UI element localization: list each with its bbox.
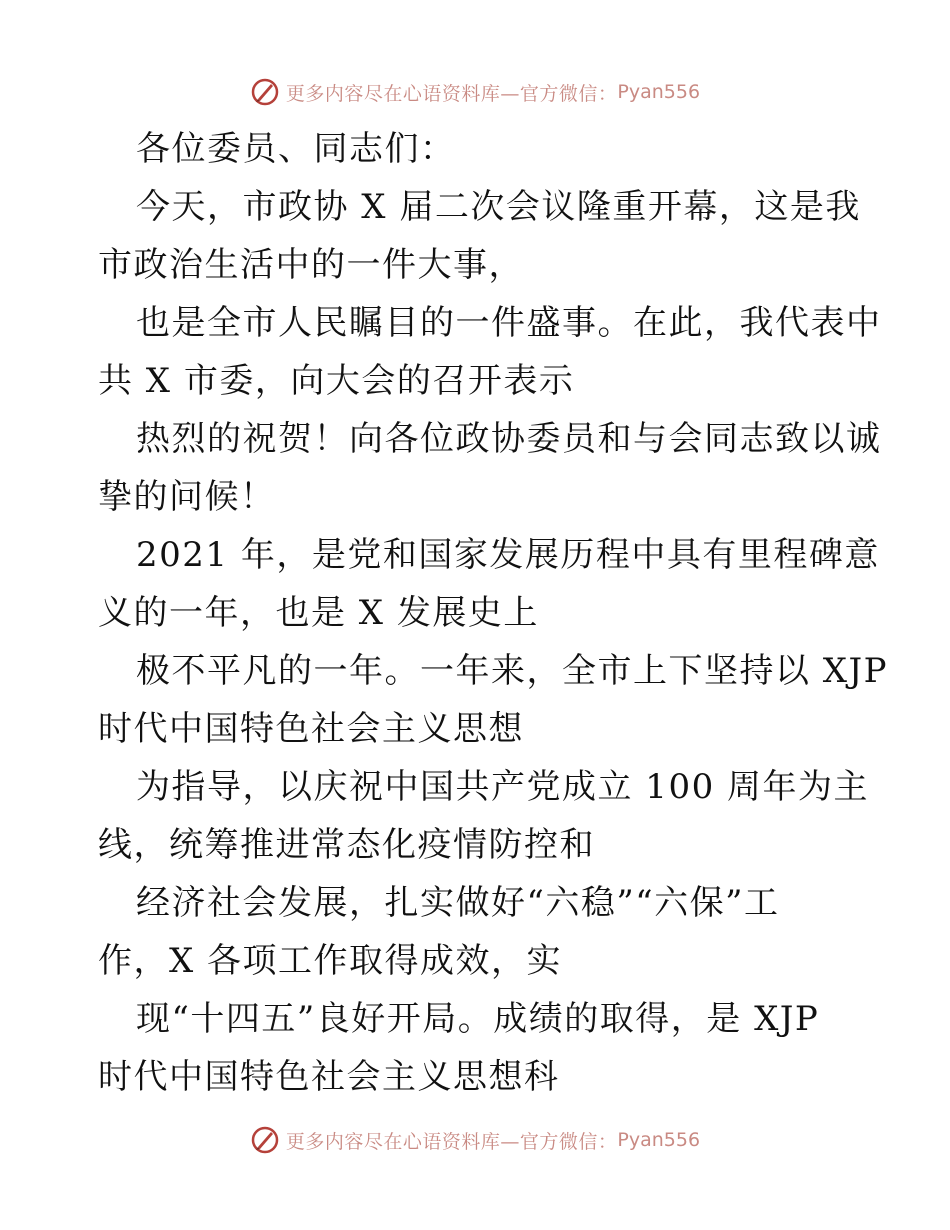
text-line: 为指导，以庆祝中国共产党成立 100 周年为主 (136, 767, 870, 807)
quill-logo-icon (250, 1125, 280, 1155)
quill-logo-icon (250, 77, 280, 107)
text-line: 今天，市政协 X 届二次会议隆重开幕，这是我 (136, 187, 861, 227)
text-line: 极不平凡的一年。一年来，全市上下坚持以 XJP (136, 651, 889, 691)
document-body (98, 120, 889, 1106)
text-line: 挚的问候！ (98, 477, 276, 517)
header-watermark (0, 72, 950, 112)
footer-watermark (0, 1120, 950, 1160)
footer-watermark-account: Pyan556 (617, 1129, 701, 1151)
text-line: 线，统筹推进常态化疫情防控和 (98, 825, 595, 865)
text-line: 时代中国特色社会主义思想科 (98, 1057, 560, 1097)
header-watermark-text: 更多内容尽在心语资料库—官方微信： (285, 82, 618, 105)
text-line: 也是全市人民瞩目的一件盛事。在此，我代表中 (136, 303, 882, 343)
salutation-line: 各位委员、同志们： (136, 129, 456, 169)
header-watermark-account: Pyan556 (617, 81, 701, 103)
text-line: 2021 年，是党和国家发展历程中具有里程碑意 (136, 535, 880, 575)
text-line: 共 X 市委，向大会的召开表示 (98, 361, 575, 401)
text-line: 时代中国特色社会主义思想 (98, 709, 524, 749)
text-line: 经济社会发展，扎实做好“六稳”“六保”工 (136, 883, 780, 923)
text-line: 现“十四五”良好开局。成绩的取得，是 XJP (136, 999, 820, 1039)
text-line: 市政治生活中的一件大事， (98, 245, 524, 285)
text-line: 热烈的祝贺！向各位政协委员和与会同志致以诚 (136, 419, 882, 459)
text-line: 作，X 各项工作取得成效，实 (98, 941, 563, 981)
text-line: 义的一年，也是 X 发展史上 (98, 593, 539, 633)
footer-watermark-text: 更多内容尽在心语资料库—官方微信： (285, 1130, 618, 1153)
